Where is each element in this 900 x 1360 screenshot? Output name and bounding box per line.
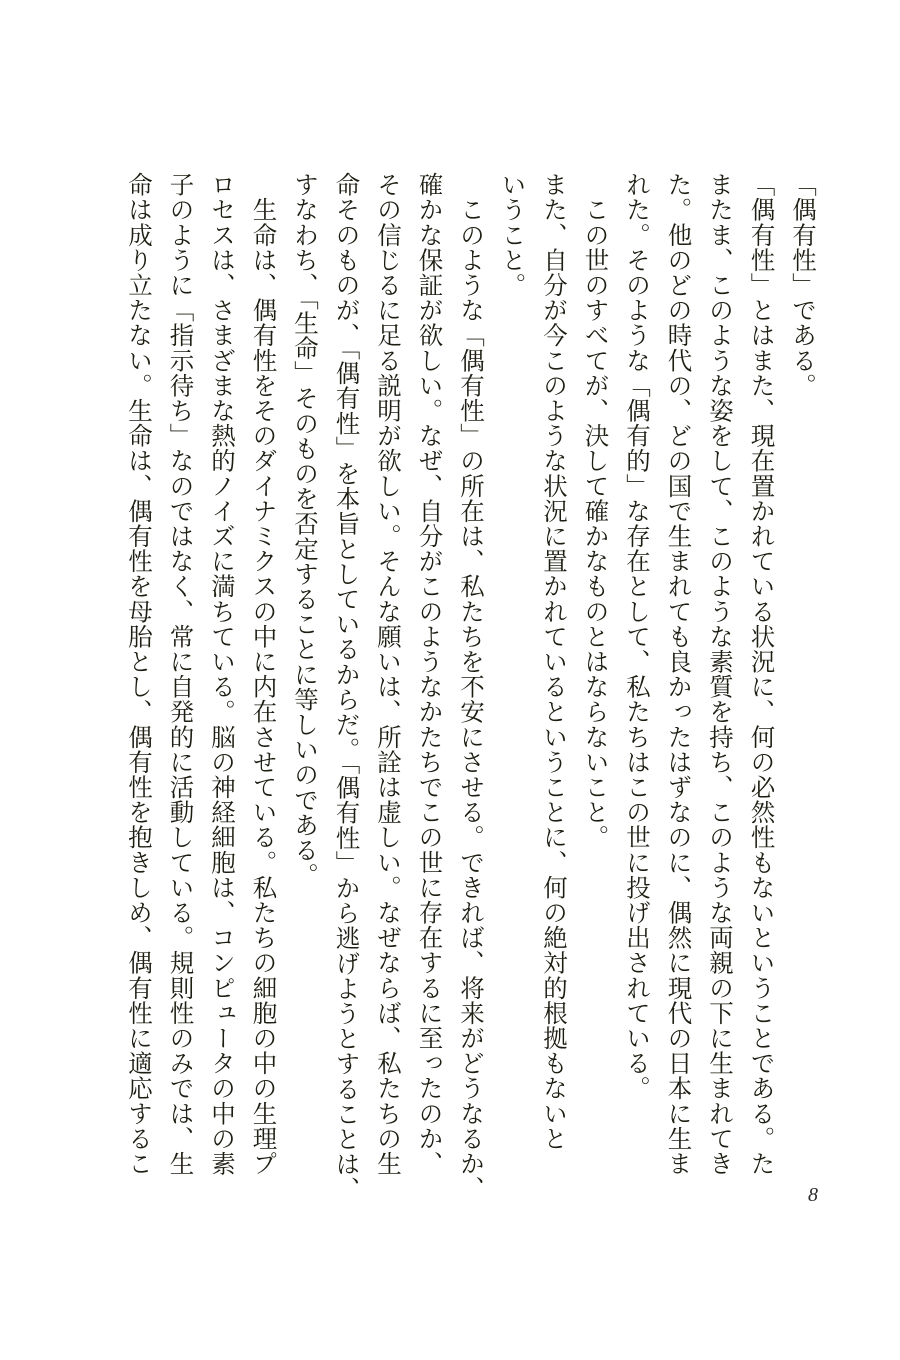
text-line: 「偶有性」とはまた、現在置かれている状況に、何の必然性もないということである。た — [747, 172, 777, 1176]
text-line: その信じるに足る説明が欲しい。そんな願いは、所詮は虚しい。なぜならば、私たちの生 — [374, 172, 403, 1176]
text-line: またま、このような姿をして、このような素質を持ち、このような両親の下に生まれてき — [706, 172, 735, 1176]
text-line: 命そのものが、「偶有性」を本旨としているからだ。「偶有性」から逃げようとすることは、 — [332, 172, 362, 1202]
text-line: 確かな保証が欲しい。なぜ、自分がこのようなかたちでこの世に存在するに至ったのか、 — [415, 172, 445, 1176]
text-line: このような「偶有性」の所在は、私たちを不安にさせる。できれば、将来がどうなるか、 — [457, 172, 486, 1202]
text-line: ロセスは、さまざまな熱的ノイズに満ちている。脳の神経細胞は、コンピュータの中の素 — [208, 172, 237, 1176]
text-line: また、自分が今このような状況に置かれているということに、何の絶対的根拠もないと — [540, 172, 569, 1151]
text-line: この世のすべてが、決して確かなものとはならないこと。 — [581, 172, 611, 850]
text-line: た。他のどの時代の、どの国で生まれても良かったはずなのに、偶然に現代の日本に生ま — [664, 172, 694, 1176]
text-line: 子のように「指示待ち」なのではなく、常に自発的に活動している。規則性のみでは、生 — [166, 172, 196, 1176]
text-line: 生命は、偶有性をそのダイナミクスの中に内在させている。私たちの細胞の中の生理プ — [249, 172, 279, 1176]
text-line: れた。そのような「偶有的」な存在として、私たちはこの世に投げ出されている。 — [623, 172, 652, 1101]
vertical-body-text — [119, 172, 825, 1202]
text-line: いうこと。 — [498, 172, 528, 298]
text-line: すなわち、「生命」そのものを否定することに等しいのである。 — [291, 172, 320, 888]
page-number: 8 — [808, 1184, 818, 1206]
text-line: 「偶有性」である。 — [789, 172, 818, 398]
text-line: 命は成り立たない。生命は、偶有性を母胎とし、偶有性を抱きしめ、偶有性に適応するこ — [125, 172, 154, 1176]
